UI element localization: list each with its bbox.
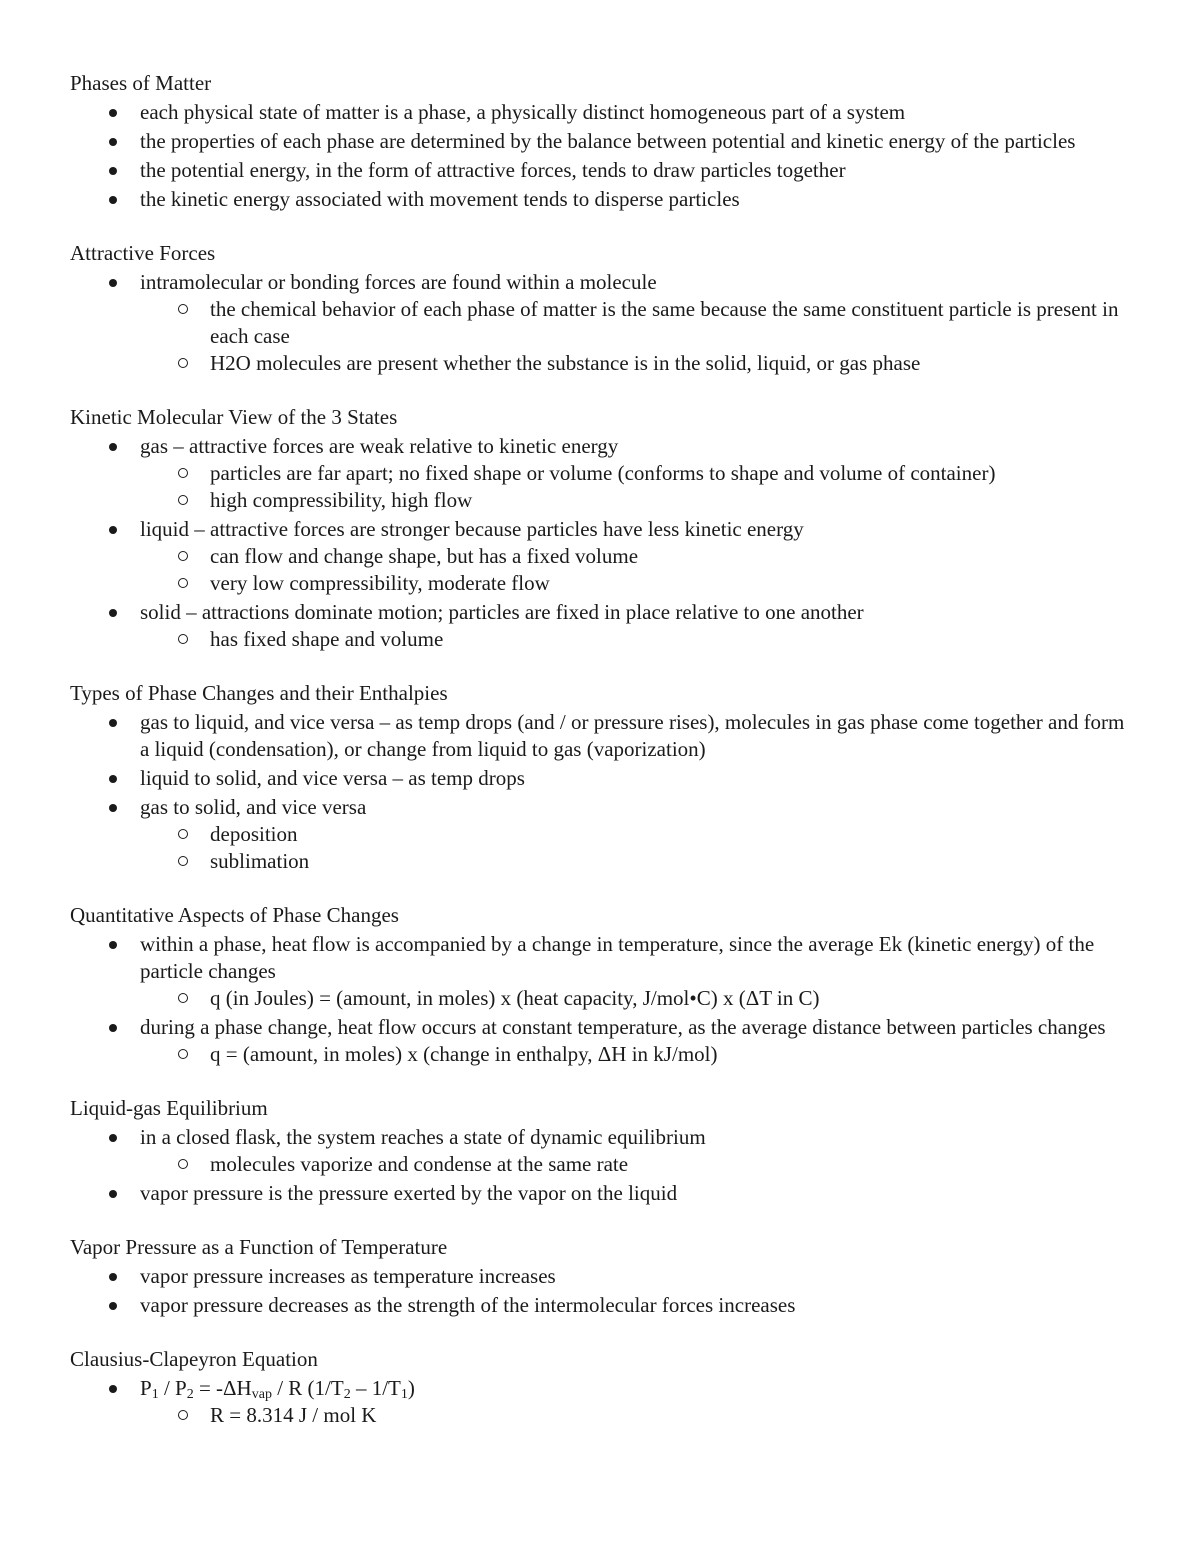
list-item [70, 186, 1130, 213]
list-item-text: each physical state of matter is a phase, a physically distinct homogeneous part of a system [140, 100, 906, 124]
list-item [70, 1124, 1130, 1178]
sub-list-item-text: molecules vaporize and condense at the same rate [210, 1152, 629, 1176]
list-item [70, 99, 1130, 126]
list-item-text: gas to solid, and vice versa [140, 795, 367, 819]
list-item-text: vapor pressure is the pressure exerted by the vapor on the liquid [140, 1181, 678, 1205]
filled-bullet-icon [109, 196, 117, 204]
sub-list-item-text: very low compressibility, moderate flow [210, 571, 550, 595]
hollow-bullet-icon [178, 468, 188, 478]
sub-list-item [140, 1151, 1130, 1178]
list-item [70, 157, 1130, 184]
section [70, 902, 1130, 1068]
eq-minus: – 1/T [350, 1376, 401, 1400]
hollow-bullet-icon [178, 358, 188, 368]
filled-bullet-icon [109, 109, 117, 117]
list-item [70, 1014, 1130, 1068]
sub-list-item [140, 1041, 1130, 1068]
list-item-text: during a phase change, heat flow occurs at constant temperature, as the average distance between particles changes [140, 1015, 1106, 1039]
hollow-bullet-icon [178, 993, 188, 1003]
eq-over-r: / R (1/T [271, 1376, 344, 1400]
sub-list-item-text: has fixed shape and volume [210, 627, 444, 651]
section-title: Kinetic Molecular View of the 3 States [70, 405, 398, 429]
eq-vap-subscript: vap [251, 1387, 272, 1402]
list-item-text: in a closed flask, the system reaches a state of dynamic equilibrium [140, 1125, 706, 1149]
list-item-text: solid – attractions dominate motion; particles are fixed in place relative to one another [140, 600, 864, 624]
hollow-bullet-icon [178, 1159, 188, 1169]
hollow-bullet-icon [178, 1049, 188, 1059]
sub-bullet-list [140, 543, 1130, 597]
bullet-list [70, 1263, 1130, 1319]
sub-list-item-text: deposition [210, 822, 298, 846]
list-item [70, 1180, 1130, 1207]
sub-list-item [140, 821, 1130, 848]
section-title: Attractive Forces [70, 241, 216, 265]
list-item [70, 709, 1130, 763]
sub-bullet-list [140, 296, 1130, 377]
section-title: Vapor Pressure as a Function of Temperature [70, 1235, 448, 1259]
filled-bullet-icon [109, 609, 117, 617]
hollow-bullet-icon [178, 634, 188, 644]
filled-bullet-icon [109, 167, 117, 175]
section [70, 680, 1130, 875]
bullet-list [70, 931, 1130, 1068]
filled-bullet-icon [109, 719, 117, 727]
list-item-text: liquid – attractive forces are stronger because particles have less kinetic energy [140, 517, 804, 541]
list-item [70, 269, 1130, 377]
sub-bullet-list [140, 1151, 1130, 1178]
section [70, 404, 1130, 653]
sub-bullet-list [140, 460, 1130, 514]
sub-list-item [140, 350, 1130, 377]
filled-bullet-icon [109, 279, 117, 287]
filled-bullet-icon [109, 775, 117, 783]
filled-bullet-icon [109, 1302, 117, 1310]
sub-bullet-list [140, 985, 1130, 1012]
section [70, 1095, 1130, 1207]
bullet-list [70, 1375, 1130, 1429]
sub-list-item [140, 626, 1130, 653]
list-item [70, 1263, 1130, 1290]
notes-sections [70, 70, 1130, 1319]
section-title: Liquid-gas Equilibrium [70, 1096, 268, 1120]
list-item-text: gas – attractive forces are weak relative to kinetic energy [140, 434, 619, 458]
bullet-list [70, 1124, 1130, 1207]
hollow-bullet-icon [178, 578, 188, 588]
list-item [70, 516, 1130, 597]
list-item-text: the potential energy, in the form of attractive forces, tends to draw particles together [140, 158, 846, 182]
sub-list-item [140, 570, 1130, 597]
list-item [70, 433, 1130, 514]
sub-list-item-text: the chemical behavior of each phase of matter is the same because the same constituent particle is present in each case [210, 297, 1119, 348]
sub-list-item [140, 296, 1130, 350]
filled-bullet-icon [109, 1024, 117, 1032]
eq-delta-h: = -ΔH [193, 1376, 252, 1400]
filled-bullet-icon [109, 526, 117, 534]
list-item-text: vapor pressure increases as temperature increases [140, 1264, 556, 1288]
list-item-text: liquid to solid, and vice versa – as temp drops [140, 766, 525, 790]
eq-p1-subscript: 1 [151, 1387, 159, 1402]
sub-list-item-text: q = (amount, in moles) x (change in enthalpy, ΔH in kJ/mol) [210, 1042, 718, 1066]
filled-bullet-icon [109, 443, 117, 451]
filled-bullet-icon [109, 1134, 117, 1142]
clausius-equation [140, 1376, 415, 1400]
section [70, 1234, 1130, 1319]
sub-bullet-list [140, 1402, 1130, 1429]
sub-list-item [140, 460, 1130, 487]
section-title: Quantitative Aspects of Phase Changes [70, 903, 399, 927]
eq-p2: P [175, 1376, 187, 1400]
list-item [70, 765, 1130, 792]
section-title: Types of Phase Changes and their Enthalpies [70, 681, 448, 705]
sub-list-item-text: q (in Joules) = (amount, in moles) x (heat capacity, J/mol•C) x (ΔT in C) [210, 986, 820, 1010]
document-page [70, 70, 1130, 1456]
sub-list-item-text: sublimation [210, 849, 310, 873]
list-item-text: the properties of each phase are determined by the balance between potential and kinetic energy of the particles [140, 129, 1076, 153]
eq-t1-subscript: 1 [400, 1387, 408, 1402]
section-clausius-clapeyron [70, 1346, 1130, 1429]
sub-bullet-list [140, 821, 1130, 875]
section [70, 70, 1130, 213]
sub-list-item [140, 487, 1130, 514]
section-title: Phases of Matter [70, 71, 212, 95]
filled-bullet-icon [109, 941, 117, 949]
sub-list-item [140, 543, 1130, 570]
list-item-text: vapor pressure decreases as the strength of the intermolecular forces increases [140, 1293, 796, 1317]
sub-list-item-text: H2O molecules are present whether the substance is in the solid, liquid, or gas phase [210, 351, 921, 375]
eq-p1: P [140, 1376, 152, 1400]
sub-list-item-text: particles are far apart; no fixed shape or volume (conforms to shape and volume of container) [210, 461, 996, 485]
section-title: Clausius-Clapeyron Equation [70, 1347, 318, 1371]
hollow-bullet-icon [178, 495, 188, 505]
eq-close: ) [407, 1376, 415, 1400]
filled-bullet-icon [109, 138, 117, 146]
hollow-bullet-icon [178, 829, 188, 839]
list-item-text: intramolecular or bonding forces are found within a molecule [140, 270, 657, 294]
bullet-list [70, 709, 1130, 875]
sub-bullet-list [140, 626, 1130, 653]
eq-separator: / [158, 1376, 176, 1400]
bullet-list [70, 433, 1130, 653]
filled-bullet-icon [109, 804, 117, 812]
sub-bullet-list [140, 1041, 1130, 1068]
bullet-list [70, 99, 1130, 213]
hollow-bullet-icon [178, 1410, 188, 1420]
sub-list-item [140, 1402, 1130, 1429]
filled-bullet-icon [109, 1385, 117, 1393]
sub-list-item-text: can flow and change shape, but has a fixed volume [210, 544, 639, 568]
list-item [70, 794, 1130, 875]
list-item-text: within a phase, heat flow is accompanied by a change in temperature, since the average Ek (kinetic energy) of the particle changes [140, 932, 1095, 983]
eq-p2-subscript: 2 [186, 1387, 194, 1402]
sub-list-item-text: high compressibility, high flow [210, 488, 473, 512]
sub-list-item [140, 848, 1130, 875]
hollow-bullet-icon [178, 304, 188, 314]
bullet-list [70, 269, 1130, 377]
hollow-bullet-icon [178, 551, 188, 561]
filled-bullet-icon [109, 1190, 117, 1198]
hollow-bullet-icon [178, 856, 188, 866]
list-item [70, 1292, 1130, 1319]
list-item [70, 931, 1130, 1012]
list-item-text: gas to liquid, and vice versa – as temp drops (and / or pressure rises), molecules in gas phase come together and form a liquid (condensation), or change from liquid to gas (vaporization) [140, 710, 1125, 761]
section [70, 240, 1130, 377]
list-item [70, 128, 1130, 155]
list-item-text: the kinetic energy associated with movement tends to disperse particles [140, 187, 740, 211]
gas-constant: R = 8.314 J / mol K [210, 1403, 377, 1427]
eq-t2-subscript: 2 [343, 1387, 351, 1402]
list-item [70, 1375, 1130, 1429]
list-item [70, 599, 1130, 653]
filled-bullet-icon [109, 1273, 117, 1281]
sub-list-item [140, 985, 1130, 1012]
